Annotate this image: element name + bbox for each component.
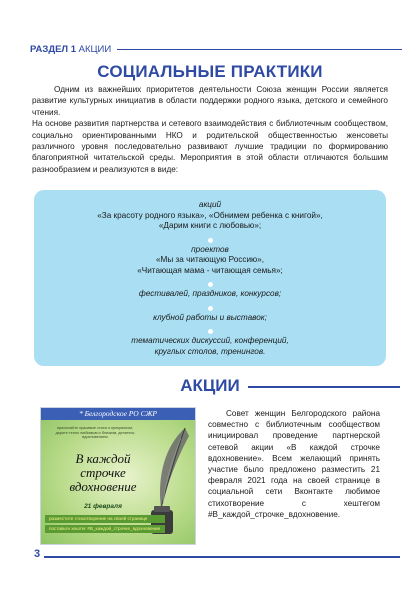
practice-discussions xyxy=(34,336,386,357)
bullet-dot xyxy=(208,282,213,287)
header-rule xyxy=(117,49,402,51)
poster-date: 21 февраля xyxy=(84,503,122,510)
practice-clubs: клубной работы и выставок; xyxy=(153,312,267,322)
action-description-text: Совет женщин Белгородского района совместно с библиотечным сообществом инициировал проведение партнерской сетевой акции «В каждой строчке вдохновение». Всем желающий принять участие было предложено разместить 21 февраля 2021 года на своей странице в социальной сети Вконтакте любимое стихотворение с хештегом #В_каждой_строчке_вдохновение. xyxy=(208,409,380,519)
practice-actions-line-2: «Дарим книги с любовью»; xyxy=(158,221,262,230)
photo-caption: * Белгородское РО СЖР xyxy=(41,408,195,420)
poster-banner-2: поставьте хештег #В_каждой_строчке_вдохновение xyxy=(45,525,165,533)
practice-discussions-line-1: тематических дискуссий, конференций, xyxy=(131,336,289,345)
poster-banner-1: разместите стихотворение на своей странице xyxy=(45,515,165,523)
intro-paragraph-1: Одним из важнейших приоритетов деятельности Союза женщин России является развитие культурных инициатив в области поддержки родного языка, детского и семейного чтения. xyxy=(32,85,388,117)
practice-projects-label: проектов xyxy=(191,244,229,254)
action-description xyxy=(208,408,380,520)
practice-projects xyxy=(34,245,386,277)
section-header xyxy=(30,44,402,55)
footer-rule xyxy=(44,556,400,558)
practices-box xyxy=(34,190,386,366)
bullet-dot xyxy=(208,329,213,334)
practice-projects-line-2: «Читающая мама - читающая семья»; xyxy=(137,265,283,275)
action-poster-image xyxy=(40,407,196,545)
poster-title-line-3: вдохновение xyxy=(69,479,137,494)
bullet-dot xyxy=(208,238,213,243)
poster-title-line-1: В каждой xyxy=(75,451,131,466)
poster-art xyxy=(41,420,195,545)
practice-actions-line-1: «За красоту родного языка», «Обнимем ребенка с книгой», xyxy=(97,210,323,220)
section-label xyxy=(30,44,111,55)
practice-projects-line-1: «Мы за читающую Россию», xyxy=(155,255,265,264)
practice-discussions-line-2: круглых столов, тренингов. xyxy=(154,346,266,356)
page-number: 3 xyxy=(34,548,41,560)
poster-title xyxy=(53,452,153,494)
practice-festivals: фестивалей, праздников, конкурсов; xyxy=(138,289,282,298)
section-title-actions: АКЦИИ xyxy=(180,376,240,395)
intro-text xyxy=(32,84,388,175)
page-title: СОЦИАЛЬНЫЕ ПРАКТИКИ xyxy=(97,62,323,81)
poster-title-line-2: строчке xyxy=(80,465,126,480)
title-rule xyxy=(248,386,400,388)
practice-actions-label: акций xyxy=(198,200,222,209)
practice-actions xyxy=(34,200,386,232)
section-name: АКЦИИ xyxy=(78,44,112,55)
section-number: РАЗДЕЛ 1 xyxy=(30,44,77,55)
bullet-dot xyxy=(208,306,213,311)
intro-paragraph-2: На основе развития партнерства и сетевого взаимодействия с библиотечным сообществом, социально ориентированными НКО и родительской общественностью женсоветы различного уровня последовательно развивают лучшие традиции по формированию благоприятной читательской среды. Мероприятия в этой области отличаются большим разнообразием и реализуются в виде: xyxy=(32,119,388,174)
poster-small-text: присылайте красивые стихи о прекрасном, дарите тепло любимым и близким, делитесь вдохновением xyxy=(55,426,135,440)
